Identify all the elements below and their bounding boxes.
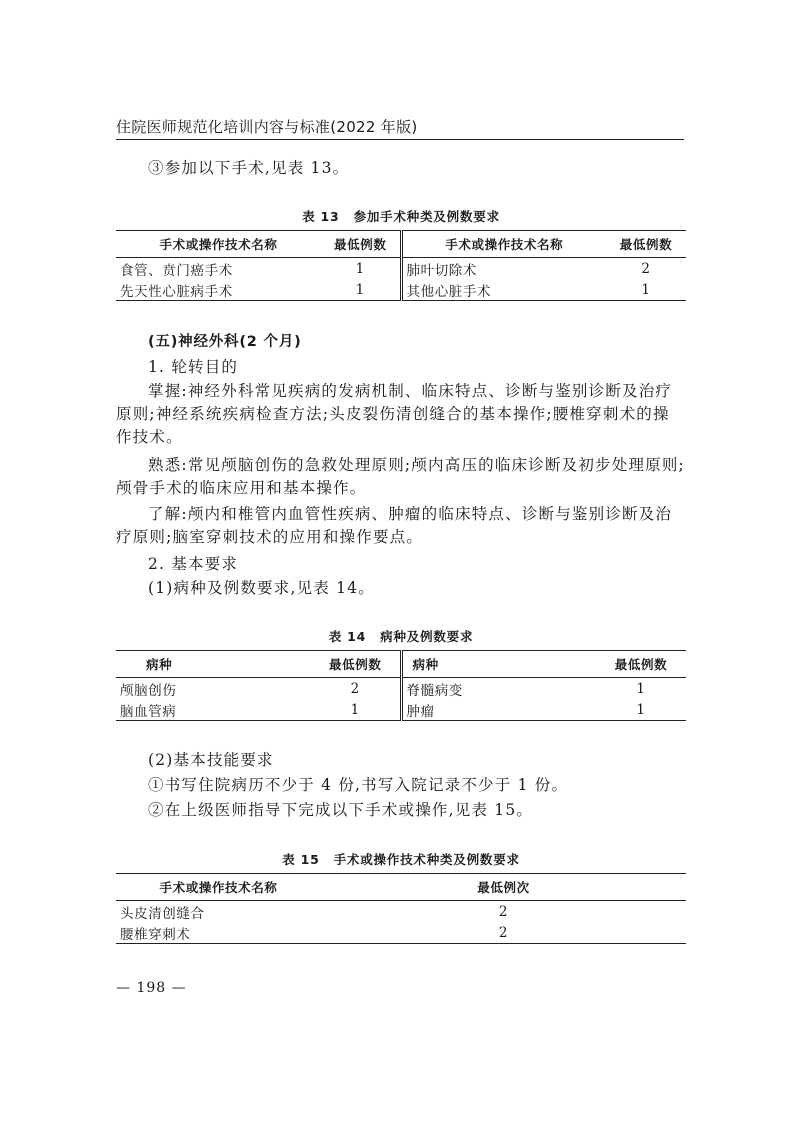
- table-row: [116, 922, 686, 944]
- table-cell: 肿瘤: [401, 699, 596, 721]
- table-cell: 颅脑创伤: [120, 682, 177, 699]
- table14-header-cell: 最低例数: [596, 651, 686, 678]
- table-cell: 脊髓病变: [401, 678, 596, 700]
- table15-header-row: [116, 874, 686, 901]
- table14-header-cell: 病种: [116, 651, 311, 678]
- paragraph-master: 掌握:神经外科常见疾病的发病机制、临床特点、诊断与鉴别诊断及治疗原则;神经系统疾病检查方法;头皮裂伤清创缝合的基本操作;腰椎穿刺术的操作技术。: [116, 382, 673, 446]
- table-row: [116, 699, 686, 721]
- table13-header-cell: 最低例数: [606, 231, 686, 258]
- table-row: [116, 901, 686, 923]
- table-cell: 2: [321, 922, 686, 944]
- table-cell: 头皮清创缝合: [120, 905, 205, 922]
- table13-number: 表 13: [302, 209, 340, 224]
- header-rule: [116, 139, 684, 140]
- table14-header-cell: 病种: [401, 651, 596, 678]
- section-heading: (五)神经外科(2 个月): [148, 334, 302, 350]
- table-cell: 2: [498, 903, 509, 920]
- table14-header-row: [116, 651, 686, 678]
- table-row: [116, 678, 686, 700]
- subheading-rotation-goals: 1. 轮转目的: [148, 358, 239, 376]
- table14-caption: [116, 627, 686, 645]
- table-cell: 肺叶切除术: [401, 258, 606, 280]
- table13-header-row: [116, 231, 686, 258]
- table13-header-cell: 最低例数: [321, 231, 401, 258]
- table-cell: 脑血管病: [116, 699, 311, 721]
- requirement-disease-types: (1)病种及例数要求,见表 14。: [148, 579, 375, 597]
- table15-number: 表 15: [282, 852, 320, 867]
- table14-header-cell: 最低例数: [311, 651, 401, 678]
- table13-header-cell: 手术或操作技术名称: [401, 231, 606, 258]
- table-cell: 2: [350, 680, 360, 697]
- table-cell: 1: [606, 279, 686, 301]
- requirement-basic-skills: (2)基本技能要求: [148, 751, 274, 769]
- table-cell: 腰椎穿刺术: [116, 922, 321, 944]
- table-cell: 1: [311, 699, 401, 721]
- table-cell: 1: [636, 680, 646, 697]
- page-number: — 198 —: [116, 980, 187, 996]
- table13-header-cell: 手术或操作技术名称: [116, 231, 321, 258]
- table-cell: 1: [321, 279, 401, 301]
- table-cell: 先天性心脏病手术: [116, 279, 321, 301]
- table15-header-cell: 手术或操作技术名称: [116, 874, 321, 901]
- table-row: [116, 258, 686, 280]
- table-cell: 食管、贲门癌手术: [120, 262, 233, 279]
- table14-title: 病种及例数要求: [380, 629, 474, 644]
- paragraph-familiar: 熟悉:常见颅脑创伤的急救处理原则;颅内高压的临床诊断及初步处理原则;颅骨手术的临床应用和基本操作。: [116, 456, 685, 497]
- intro-item: ③参加以下手术,见表 13。: [148, 159, 350, 177]
- table14: [116, 650, 686, 721]
- table13-caption: [116, 207, 686, 225]
- table-cell: 1: [596, 699, 686, 721]
- table15-title: 手术或操作技术种类及例数要求: [333, 852, 520, 867]
- table13: [116, 230, 686, 301]
- requirement-procedures: ②在上级医师指导下完成以下手术或操作,见表 15。: [148, 801, 534, 819]
- requirement-medical-records: ①书写住院病历不少于 4 份,书写入院记录不少于 1 份。: [148, 776, 569, 794]
- table-cell: 2: [641, 260, 651, 277]
- running-header: 住院医师规范化培训内容与标准(2022 年版): [116, 118, 418, 136]
- table-cell: 其他心脏手术: [401, 279, 606, 301]
- table15: [116, 873, 686, 944]
- paragraph-understand: 了解:颅内和椎管内血管性疾病、肿瘤的临床特点、诊断与鉴别诊断及治疗原则;脑室穿刺技术的应用和操作要点。: [116, 505, 673, 546]
- table15-caption: [116, 850, 686, 868]
- table14-number: 表 14: [328, 629, 367, 644]
- table15-header-cell: 最低例次: [321, 874, 686, 901]
- table-cell: 1: [355, 260, 365, 277]
- table-row: [116, 279, 686, 301]
- table13-title: 参加手术种类及例数要求: [353, 209, 500, 224]
- subheading-basic-requirements: 2. 基本要求: [148, 555, 239, 573]
